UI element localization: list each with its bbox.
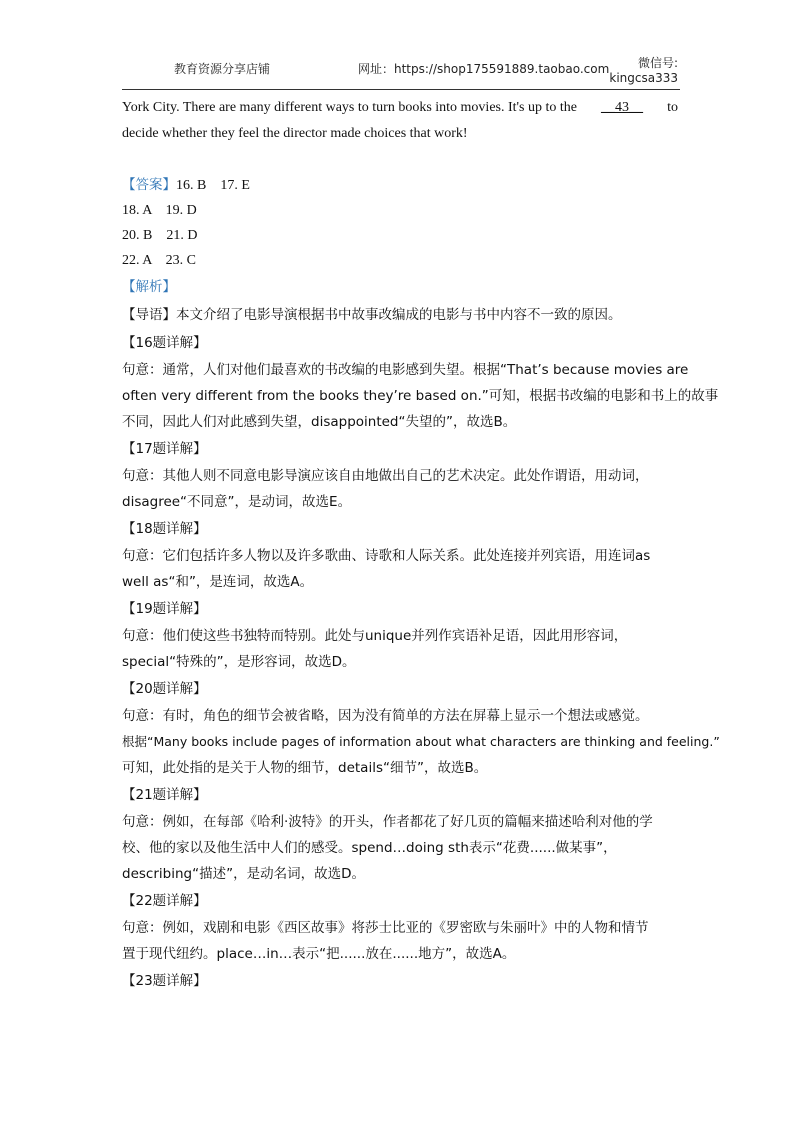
explanation-title: 【17题详解】 bbox=[122, 441, 207, 457]
explanation-title: 【19题详解】 bbox=[122, 601, 207, 617]
guide-text: 【导语】本文介绍了电影导演根据书中故事改编成的电影与书中内容不一致的原因。 bbox=[122, 307, 622, 323]
shop-name: 教育资源分享店铺 bbox=[174, 62, 271, 76]
explanation-22 bbox=[122, 887, 678, 967]
explanation-19 bbox=[122, 595, 678, 675]
header-divider bbox=[122, 89, 680, 90]
explanation-line: 可知，此处指的是关于人物的细节，details“细节”，故选B。 bbox=[122, 760, 488, 776]
explanation-line: 句意：他们使这些书独特而特别。此处与unique并列作宾语补足语，因此用形容词， bbox=[122, 628, 628, 644]
analysis-label: 【解析】 bbox=[122, 279, 176, 295]
explanation-line: 句意：通常，人们对他们最喜欢的书改编的电影感到失望。根据“That’s because movies are bbox=[122, 362, 689, 378]
explanation-line: 句意：其他人则不同意电影导演应该自由地做出自己的艺术决定。此处作谓语，用动词， bbox=[122, 468, 649, 484]
wechat-info bbox=[609, 56, 678, 86]
explanation-title: 【18题详解】 bbox=[122, 521, 207, 537]
explanation-line: well as“和”，是连词，故选A。 bbox=[122, 574, 314, 590]
explanation-line: 句意：它们包括许多人物以及许多歌曲、诗歌和人际关系。此处连接并列宾语，用连词as bbox=[122, 548, 651, 564]
answer-row-3: 20. B 21. D bbox=[122, 228, 198, 243]
explanation-line: 校、他的家以及他生活中人们的感受。spend…doing sth表示“花费......做某事”， bbox=[122, 840, 617, 856]
explanation-18 bbox=[122, 515, 678, 595]
explanation-line: 句意：例如，戏剧和电影《西区故事》将莎士比亚的《罗密欧与朱丽叶》中的人物和情节 bbox=[122, 920, 649, 936]
explanation-20 bbox=[122, 675, 720, 781]
document-body bbox=[122, 95, 720, 995]
explanation-21 bbox=[122, 781, 678, 887]
explanation-line: 不同，因此人们对此感到失望，disappointed“失望的”，故选B。 bbox=[122, 414, 517, 430]
explanation-line: often very different from the books they’re based on.”可知，根据书改编的电影和书上的故事 bbox=[122, 388, 719, 404]
wechat-label: 微信号: bbox=[637, 56, 678, 70]
explanation-16 bbox=[122, 329, 719, 435]
shop-url: 网址：https://shop175591889.taobao.com bbox=[358, 62, 610, 76]
passage-line-1-pre: York City. There are many different ways to turn books into movies. It's up to the bbox=[122, 100, 577, 115]
passage-blank-43: __43__ bbox=[601, 100, 644, 115]
explanation-line: disagree“不同意”，是动词，故选E。 bbox=[122, 494, 352, 510]
explanation-17 bbox=[122, 435, 678, 515]
wechat-id: kingcsa333 bbox=[609, 71, 678, 85]
explanation-title: 【20题详解】 bbox=[122, 681, 207, 697]
explanation-line: special“特殊的”，是形容词，故选D。 bbox=[122, 654, 356, 670]
passage-line-2: decide whether they feel the director made choices that work! bbox=[122, 126, 468, 141]
answer-label: 【答案】 bbox=[122, 177, 176, 193]
explanation-title: 【22题详解】 bbox=[122, 893, 207, 909]
explanation-line: 句意：例如，在每部《哈利·波特》的开头，作者都花了好几页的篇幅来描述哈利对他的学 bbox=[122, 814, 653, 830]
passage-line-1-post: to bbox=[667, 100, 678, 115]
explanation-23 bbox=[122, 967, 678, 995]
page-header bbox=[122, 56, 678, 90]
explanation-title: 【23题详解】 bbox=[122, 973, 207, 989]
answer-row-4: 22. A 23. C bbox=[122, 253, 196, 268]
explanation-line: describing“描述”，是动名词，故选D。 bbox=[122, 866, 365, 882]
explanation-title: 【21题详解】 bbox=[122, 787, 207, 803]
explanation-line: 根据“Many books include pages of information about what characters are thinking and feeling.” bbox=[122, 734, 720, 749]
explanation-line: 句意：有时，角色的细节会被省略，因为没有简单的方法在屏幕上显示一个想法或感觉。 bbox=[122, 708, 649, 724]
answer-row-2: 18. A 19. D bbox=[122, 203, 197, 218]
passage-ending bbox=[122, 95, 678, 147]
answer-row-1: 16. B 17. E bbox=[176, 178, 250, 193]
explanation-line: 置于现代纽约。place…in…表示“把......放在......地方”，故选A。 bbox=[122, 946, 516, 962]
explanation-title: 【16题详解】 bbox=[122, 335, 207, 351]
answer-block bbox=[122, 173, 678, 273]
